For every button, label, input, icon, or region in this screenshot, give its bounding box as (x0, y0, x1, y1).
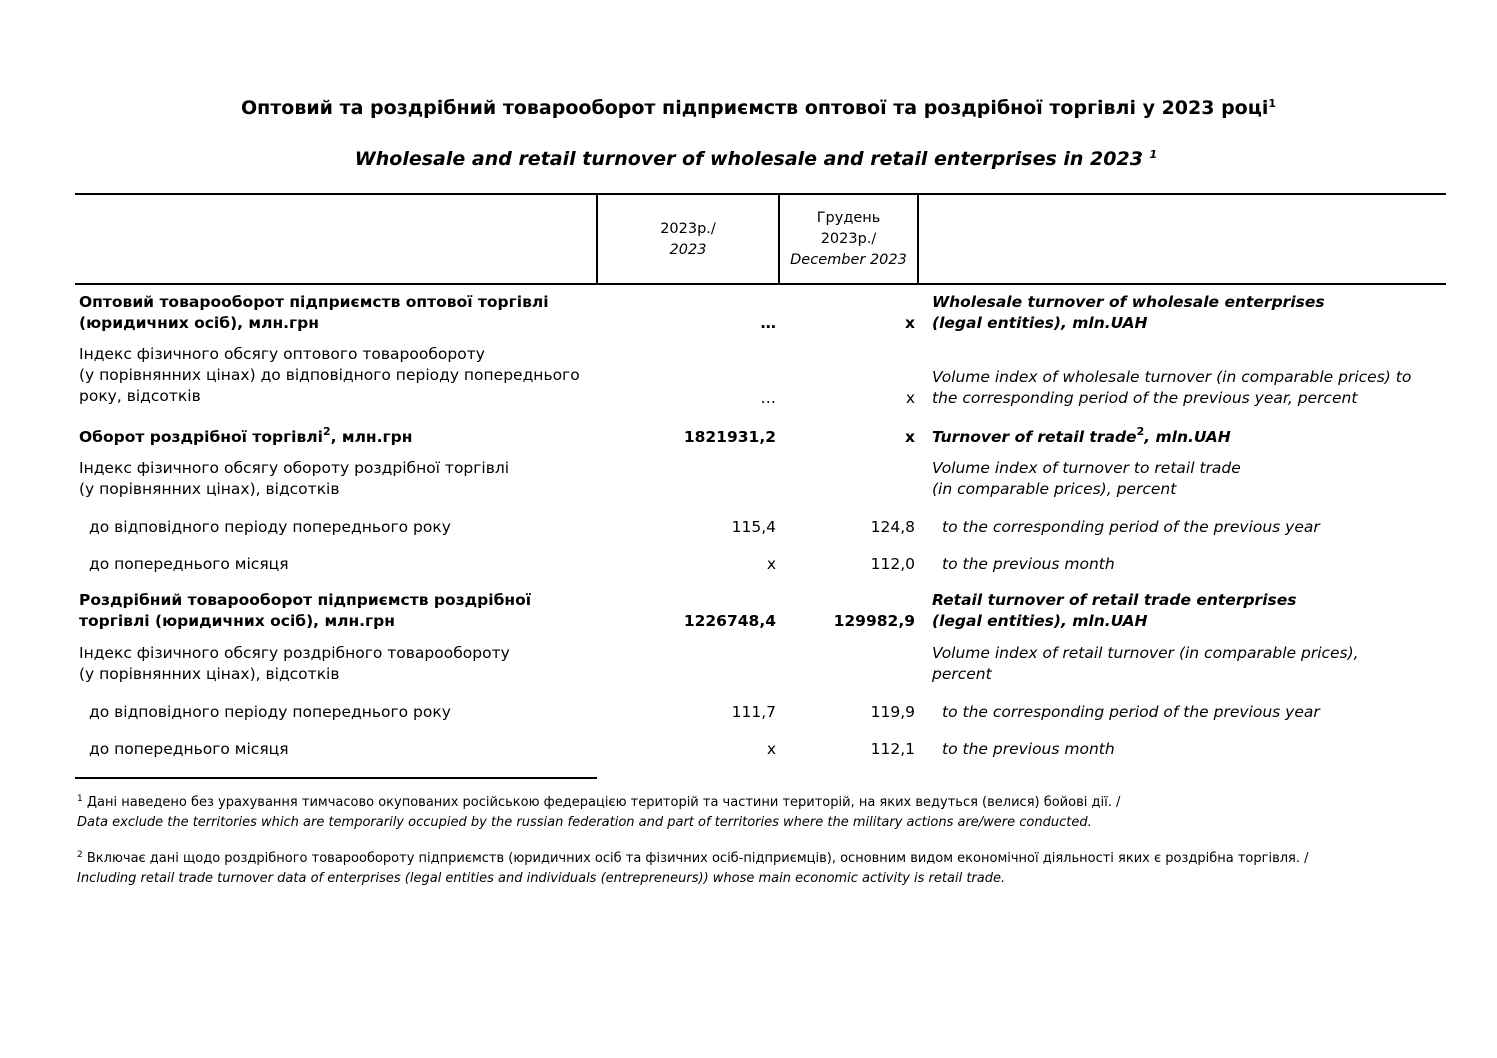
table-bottom-rule (75, 777, 597, 779)
header-divider-3 (917, 195, 919, 283)
row-retail-enterprises-prev-month-value-2023: x (766, 740, 776, 758)
row-retail-trade-index-ua: Індекс фізичного обсягу обороту роздрібної торгівлі (у порівнянних цінах), відсотків (79, 459, 510, 498)
footnote-2: $^2$ Включає дані щодо роздрібного товарообороту підприємств (юридичних осіб та фізичних осіб-підприємців), основним видом економічної діяльності яких є роздрібна торгівля. / Including retail trade turnover data of enterprises (legal entities and individuals (entrepreneurs)) whose main economic activity is retail trade. (77, 850, 1309, 886)
row-retail-enterprises-index-ua: Індекс фізичного обсягу роздрібного товарообороту (у порівнянних цінах), відсотків (79, 644, 510, 683)
row-wholesale-index-ua: Індекс фізичного обсягу оптового товарообороту (у порівнянних цінах) до відповідного періоду попереднього року, відсотків (79, 345, 580, 405)
row-retail-trade-prev-year-value-dec: 124,8 (870, 518, 915, 536)
row-wholesale-turnover-value-2023: … (760, 314, 776, 332)
row-retail-enterprises-turnover-value-dec: 129982,9 (833, 612, 915, 630)
row-retail-trade-turnover-value-2023: 1821931,2 (683, 428, 776, 446)
row-retail-trade-turnover-en: Turnover of retail trade$^2$, mln.UAH (932, 425, 1231, 446)
row-wholesale-turnover-en: Wholesale turnover of wholesale enterprises (legal entities), mln.UAH (932, 293, 1325, 332)
row-wholesale-turnover-ua: Оптовий товарооборот підприємств оптової торгівлі (юридичних осіб), млн.грн (79, 293, 549, 332)
row-retail-trade-turnover-value-dec: x (905, 428, 915, 446)
row-retail-trade-index-en: Volume index of turnover to retail trade (in comparable prices), percent (932, 459, 1241, 498)
row-retail-enterprises-turnover-value-2023: 1226748,4 (683, 612, 776, 630)
row-retail-enterprises-prev-month-value-dec: 112,1 (870, 740, 915, 758)
row-retail-trade-prev-month-value-2023: x (766, 555, 776, 573)
row-retail-enterprises-prev-year-ua: до відповідного періоду попереднього року (89, 703, 451, 721)
header-december-column: Грудень 2023р./ December 2023 (790, 210, 907, 268)
row-retail-trade-prev-year-en: to the corresponding period of the previous year (942, 518, 1320, 536)
row-retail-enterprises-prev-year-en: to the corresponding period of the previous year (942, 703, 1320, 721)
table-top-rule (75, 193, 1446, 195)
row-retail-enterprises-index-en: Volume index of retail turnover (in comparable prices), percent (932, 644, 1359, 683)
row-retail-trade-prev-year-value-2023: 115,4 (731, 518, 776, 536)
row-wholesale-index-value-dec: x (905, 389, 915, 407)
title-ua-footnote-mark: 1 (1268, 97, 1276, 110)
row-retail-enterprises-prev-year-value-dec: 119,9 (870, 703, 915, 721)
row-retail-trade-prev-year-ua: до відповідного періоду попереднього року (89, 518, 451, 536)
row-retail-trade-turnover-ua: Оборот роздрібної торгівлі$^2$, млн.грн (79, 425, 413, 446)
title-en-footnote-mark: 1 (1149, 148, 1158, 161)
row-retail-trade-prev-month-en: to the previous month (942, 555, 1115, 573)
table-header-rule (75, 283, 1446, 285)
row-retail-trade-prev-month-ua: до попереднього місяця (89, 555, 289, 573)
footnote-1-mark: 1 (77, 794, 83, 804)
row-retail-trade-en-footnote-mark: 2 (1136, 425, 1145, 438)
footnote-2-mark: 2 (77, 850, 83, 860)
footnote-1: $^1$ Дані наведено без урахування тимчасово окупованих російською федерацією територій та частини територій, на яких ведуться (велися) бойові дії. / Data exclude the territories which are temporarily occupied by the russian federation and part of territories where the military actions are/were conducted. (77, 794, 1121, 830)
header-year-column: 2023р./ 2023 (660, 221, 716, 258)
title-ukrainian: Оптовий та роздрібний товарооборот підприємств оптової та роздрібної торгівлі у 2023 році$^1$ (241, 97, 1276, 119)
row-retail-trade-prev-month-value-dec: 112,0 (870, 555, 915, 573)
row-retail-enterprises-prev-month-ua: до попереднього місяця (89, 740, 289, 758)
title-english: Wholesale and retail turnover of wholesale and retail enterprises in 2023 $^1$ (354, 148, 1158, 170)
row-retail-enterprises-prev-year-value-2023: 111,7 (731, 703, 776, 721)
row-retail-trade-ua-footnote-mark: 2 (322, 425, 331, 438)
row-wholesale-index-value-2023: … (760, 389, 776, 407)
row-wholesale-index-en: Volume index of wholesale turnover (in comparable prices) to the corresponding period of the previous year, percent (932, 368, 1412, 407)
row-retail-enterprises-turnover-ua: Роздрібний товарооборот підприємств роздрібної торгівлі (юридичних осіб), млн.грн (79, 591, 532, 630)
row-wholesale-turnover-value-dec: x (905, 314, 915, 332)
row-retail-enterprises-turnover-en: Retail turnover of retail trade enterprises (legal entities), mln.UAH (932, 591, 1297, 630)
row-retail-enterprises-prev-month-en: to the previous month (942, 740, 1115, 758)
